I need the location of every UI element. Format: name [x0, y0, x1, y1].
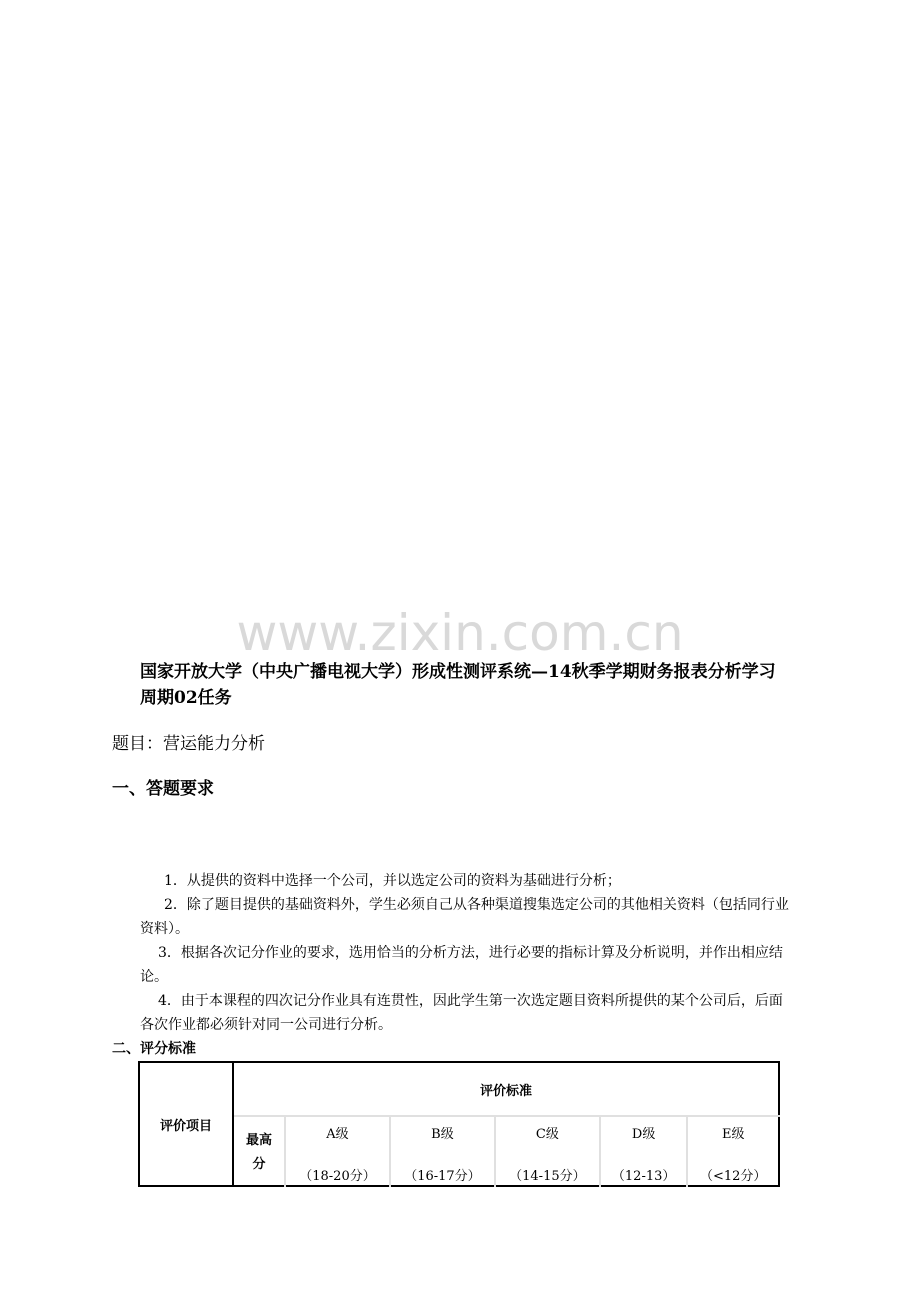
level-range: （14-15分） — [509, 1169, 586, 1184]
level-range: （16-17分） — [404, 1169, 481, 1184]
standard-header-cell: 评价标准 — [233, 1062, 779, 1116]
level-label: E级 — [721, 1127, 745, 1142]
requirement-text: 4．由于本课程的四次记分作业具有连贯性，因此学生第一次选定题目资料所提供的某个公司后，后面各次作业都必须针对同一公司进行分析。 — [140, 993, 783, 1033]
requirement-item — [140, 893, 790, 941]
section-heading-requirements: 一、答题要求 — [112, 779, 214, 799]
document-title: 国家开放大学（中央广播电视大学）形成性测评系统—14秋季学期财务报表分析学习周期02任务 — [140, 662, 776, 708]
requirement-text: 2．除了题目提供的基础资料外，学生必须自己从各种渠道搜集选定公司的其他相关资料（包括同行业资料）。 — [140, 897, 789, 937]
level-cell-c — [495, 1116, 600, 1186]
level-label: C级 — [535, 1127, 559, 1142]
level-label: B级 — [431, 1127, 454, 1142]
grading-table — [138, 1061, 780, 1187]
level-cell-d — [600, 1116, 688, 1186]
requirement-item — [140, 941, 790, 989]
requirement-item — [140, 869, 790, 893]
max-score-label: 最高分 — [245, 1133, 272, 1172]
item-header-cell: 评价项目 — [139, 1062, 233, 1186]
max-score-cell — [233, 1116, 285, 1186]
level-cell-a — [285, 1116, 390, 1186]
requirement-item — [140, 989, 790, 1037]
level-cell-e — [687, 1116, 779, 1186]
requirement-text: 1．从提供的资料中选择一个公司，并以选定公司的资料为基础进行分析； — [164, 873, 621, 889]
requirement-text: 3．根据各次记分作业的要求，选用恰当的分析方法，进行必要的指标计算及分析说明，并作出相应结论。 — [140, 945, 783, 985]
section-heading-grading: 二、评分标准 — [112, 1041, 196, 1057]
level-cell-b — [390, 1116, 495, 1186]
level-label: A级 — [326, 1127, 349, 1142]
level-range: （18-20分） — [299, 1169, 376, 1184]
watermark: www.zixin.com.cn — [236, 604, 684, 662]
level-label: D级 — [631, 1127, 656, 1142]
level-range: （12-13） — [611, 1169, 676, 1184]
document-subject: 题目：营运能力分析 — [112, 734, 265, 754]
level-range: （<12分） — [700, 1169, 767, 1184]
